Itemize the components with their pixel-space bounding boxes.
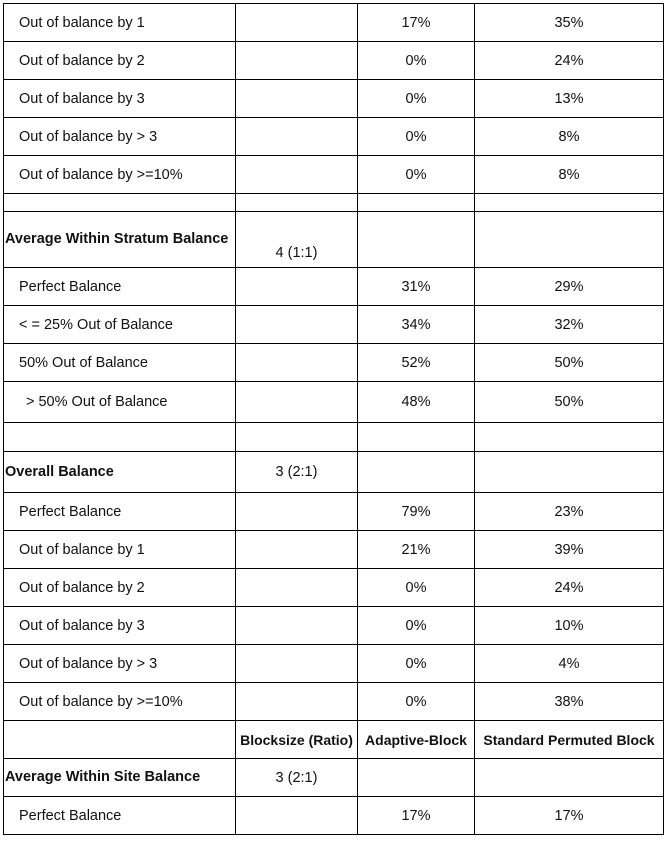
blocksize-cell (236, 683, 358, 721)
adaptive-block-cell: 0% (358, 569, 475, 607)
row-label: Out of balance by > 3 (4, 645, 236, 683)
adaptive-block-cell: 31% (358, 268, 475, 306)
row-label: Out of balance by 1 (4, 531, 236, 569)
blocksize-cell: 3 (2:1) (236, 759, 358, 797)
section-title: Overall Balance (4, 452, 236, 493)
table-row (4, 306, 664, 344)
table-row (4, 118, 664, 156)
table-row (4, 531, 664, 569)
blocksize-cell (236, 42, 358, 80)
adaptive-block-cell (358, 759, 475, 797)
standard-permuted-cell: 35% (475, 4, 664, 42)
blocksize-cell (236, 306, 358, 344)
standard-permuted-cell (475, 212, 664, 268)
table-row (4, 797, 664, 835)
empty-cell (236, 423, 358, 452)
table-row (4, 493, 664, 531)
section-row-stratum-balance (4, 212, 664, 268)
row-label: Out of balance by > 3 (4, 118, 236, 156)
adaptive-block-cell: 0% (358, 156, 475, 194)
spacer-row (4, 194, 664, 212)
blocksize-cell (236, 797, 358, 835)
standard-permuted-cell: 29% (475, 268, 664, 306)
table-row (4, 607, 664, 645)
standard-permuted-cell: 24% (475, 42, 664, 80)
standard-permuted-cell: 13% (475, 80, 664, 118)
adaptive-block-cell: 0% (358, 118, 475, 156)
row-label: 50% Out of Balance (4, 344, 236, 382)
row-label: Out of balance by >=10% (4, 156, 236, 194)
adaptive-block-cell: 48% (358, 382, 475, 423)
standard-permuted-cell: 50% (475, 382, 664, 423)
adaptive-block-cell: 34% (358, 306, 475, 344)
standard-permuted-cell: 50% (475, 344, 664, 382)
header-standard-permuted-block: Standard Permuted Block (475, 721, 664, 759)
table-row (4, 344, 664, 382)
empty-cell (4, 194, 236, 212)
row-label: Perfect Balance (4, 493, 236, 531)
row-label: Out of balance by 3 (4, 607, 236, 645)
adaptive-block-cell (358, 212, 475, 268)
empty-cell (475, 423, 664, 452)
section-row-site-balance (4, 759, 664, 797)
standard-permuted-cell (475, 452, 664, 493)
blocksize-cell: 4 (1:1) (236, 212, 358, 268)
table-row (4, 268, 664, 306)
blocksize-cell (236, 4, 358, 42)
standard-permuted-cell: 4% (475, 645, 664, 683)
row-label: Out of balance by 3 (4, 80, 236, 118)
empty-cell (475, 194, 664, 212)
blocksize-cell (236, 80, 358, 118)
adaptive-block-cell: 17% (358, 797, 475, 835)
row-label: Perfect Balance (4, 797, 236, 835)
empty-cell (358, 423, 475, 452)
empty-cell (4, 423, 236, 452)
header-adaptive-block: Adaptive-Block (358, 721, 475, 759)
empty-cell (358, 194, 475, 212)
standard-permuted-cell: 32% (475, 306, 664, 344)
section-row-overall-balance (4, 452, 664, 493)
row-label: Perfect Balance (4, 268, 236, 306)
standard-permuted-cell: 24% (475, 569, 664, 607)
table-row (4, 156, 664, 194)
adaptive-block-cell: 17% (358, 4, 475, 42)
row-label: Out of balance by 2 (4, 569, 236, 607)
spacer-row (4, 423, 664, 452)
adaptive-block-cell: 0% (358, 645, 475, 683)
row-label: Out of balance by 2 (4, 42, 236, 80)
blocksize-cell (236, 156, 358, 194)
blocksize-cell (236, 493, 358, 531)
section-title: Average Within Site Balance (4, 759, 236, 797)
adaptive-block-cell: 0% (358, 42, 475, 80)
standard-permuted-cell: 8% (475, 118, 664, 156)
adaptive-block-cell: 0% (358, 80, 475, 118)
blocksize-cell (236, 531, 358, 569)
standard-permuted-cell: 38% (475, 683, 664, 721)
table-row (4, 569, 664, 607)
table-row (4, 645, 664, 683)
adaptive-block-cell: 0% (358, 683, 475, 721)
blocksize-cell (236, 118, 358, 156)
header-empty-cell (4, 721, 236, 759)
section-title: Average Within Stratum Balance (4, 212, 236, 268)
standard-permuted-cell: 10% (475, 607, 664, 645)
adaptive-block-cell: 52% (358, 344, 475, 382)
blocksize-cell (236, 645, 358, 683)
table-row (4, 382, 664, 423)
table-row (4, 80, 664, 118)
blocksize-cell (236, 607, 358, 645)
blocksize-cell (236, 268, 358, 306)
table-row (4, 4, 664, 42)
adaptive-block-cell (358, 452, 475, 493)
table-row (4, 683, 664, 721)
blocksize-cell (236, 344, 358, 382)
adaptive-block-cell: 79% (358, 493, 475, 531)
balance-table-container (3, 3, 664, 835)
blocksize-cell: 3 (2:1) (236, 452, 358, 493)
row-label: > 50% Out of Balance (4, 382, 236, 423)
blocksize-cell (236, 382, 358, 423)
row-label: Out of balance by 1 (4, 4, 236, 42)
adaptive-block-cell: 0% (358, 607, 475, 645)
balance-table (3, 3, 664, 835)
blocksize-cell (236, 569, 358, 607)
row-label: Out of balance by >=10% (4, 683, 236, 721)
standard-permuted-cell: 8% (475, 156, 664, 194)
standard-permuted-cell: 23% (475, 493, 664, 531)
column-header-row (4, 721, 664, 759)
header-blocksize-ratio: Blocksize (Ratio) (236, 721, 358, 759)
standard-permuted-cell (475, 759, 664, 797)
standard-permuted-cell: 17% (475, 797, 664, 835)
standard-permuted-cell: 39% (475, 531, 664, 569)
table-row (4, 42, 664, 80)
empty-cell (236, 194, 358, 212)
adaptive-block-cell: 21% (358, 531, 475, 569)
row-label: < = 25% Out of Balance (4, 306, 236, 344)
